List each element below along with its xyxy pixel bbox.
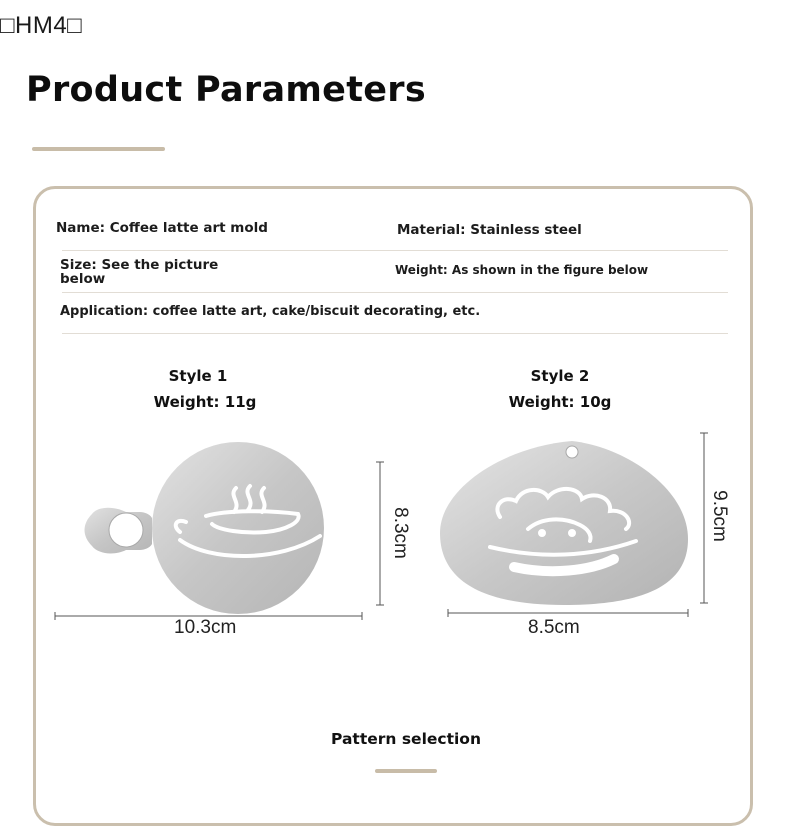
style-2-title: Style 2 <box>530 367 590 385</box>
style-1-stencil <box>40 440 400 640</box>
style-2-width-label: 8.5cm <box>528 617 580 638</box>
watermark-text: □HM4□ <box>0 12 83 39</box>
spec-size: Size: See the picture <box>60 257 219 273</box>
page-title: Product Parameters <box>26 70 426 110</box>
style-1-height-label: 8.3cm <box>389 507 411 559</box>
style-1-weight: Weight: 11g <box>153 393 257 411</box>
spec-size-cont: below <box>60 271 106 287</box>
pattern-selection-heading: Pattern selection <box>331 730 481 748</box>
style-2-stencil <box>430 425 720 625</box>
style-1-width-label: 10.3cm <box>174 617 237 638</box>
spec-divider-1 <box>62 250 728 251</box>
spec-divider-3 <box>62 333 728 334</box>
title-underline <box>32 147 165 151</box>
spec-weight: Weight: As shown in the figure below <box>395 263 649 277</box>
footer-underline <box>375 769 437 773</box>
spec-material: Material: Stainless steel <box>397 222 582 238</box>
style-2-height-label: 9.5cm <box>708 490 730 542</box>
spec-divider-2 <box>62 292 728 293</box>
style-2-weight: Weight: 10g <box>508 393 612 411</box>
spec-name: Name: Coffee latte art mold <box>56 220 268 236</box>
style-1-title: Style 1 <box>168 367 228 385</box>
spec-application: Application: coffee latte art, cake/biscuit decorating, etc. <box>60 304 481 319</box>
